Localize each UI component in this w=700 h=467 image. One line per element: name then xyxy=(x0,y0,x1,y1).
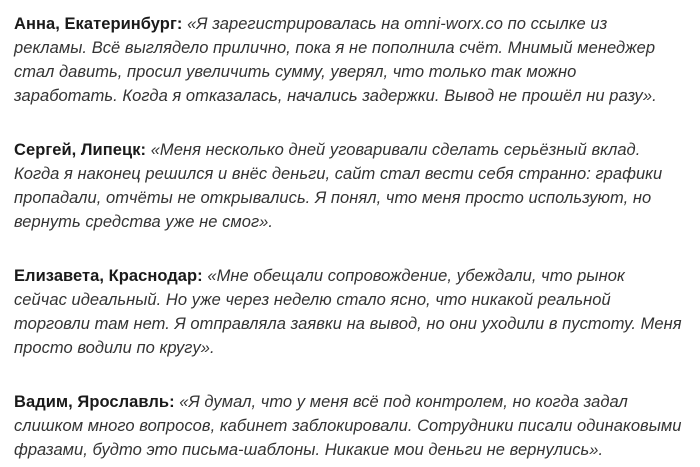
testimonial-anna xyxy=(14,12,682,108)
testimonial-quote: «Я думал, что у меня всё под контролем, но когда задал слишком много вопросов, кабинет заблокировали. Сотрудники писали одинаковыми фразами, будто это письма-шаблоны. Никакие мои деньги не вернулись». xyxy=(14,393,682,459)
testimonial-author: Анна, Екатеринбург: xyxy=(14,15,183,33)
testimonial-quote: «Меня несколько дней уговаривали сделать серьёзный вклад. Когда я наконец решился и внёс деньги, сайт стал вести себя странно: графики пропадали, отчёты не открывались. Я понял, что меня просто используют, но вернуть средства уже не смог». xyxy=(14,141,663,231)
testimonial-sergey xyxy=(14,138,682,234)
testimonial-vadim xyxy=(14,390,682,462)
testimonial-author: Елизавета, Краснодар: xyxy=(14,267,203,285)
testimonial-author: Сергей, Липецк: xyxy=(14,141,147,159)
testimonial-author: Вадим, Ярославль: xyxy=(14,393,175,411)
testimonial-elizaveta xyxy=(14,264,682,360)
testimonial-quote: «Я зарегистрировалась на omni-worx.co по ссылке из рекламы. Всё выглядело прилично, пока я не пополнила счёт. Мнимый менеджер стал давить, просил увеличить сумму, уверял, что только так можно заработать. Когда я отказалась, начались задержки. Вывод не прошёл ни разу». xyxy=(14,15,657,105)
testimonial-quote: «Мне обещали сопровождение, убеждали, что рынок сейчас идеальный. Но уже через неделю стало ясно, что никакой реальной торговли там нет. Я отправляла заявки на вывод, но они уходили в пустоту. Меня просто водили по кругу». xyxy=(14,267,682,357)
